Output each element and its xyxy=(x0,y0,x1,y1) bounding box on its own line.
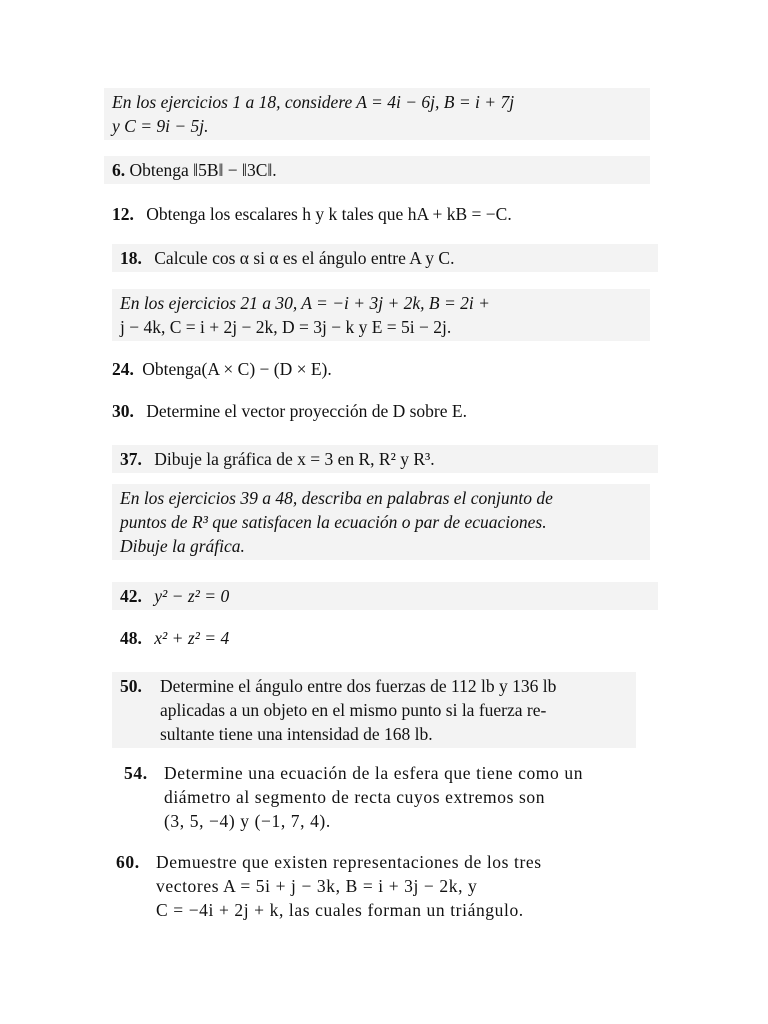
exercise-12 xyxy=(112,202,642,226)
exercise-text: Determine el vector proyección de D sobre E. xyxy=(146,401,467,421)
exercise-text: Obtenga(A × C) − (D × E). xyxy=(142,359,332,379)
intro-line: puntos de R³ que satisfacen la ecuación o par de ecuaciones. xyxy=(120,512,547,532)
exercise-text: Obtenga los escalares h y k tales que hA + kB = −C. xyxy=(146,204,512,224)
exercise-body xyxy=(156,850,638,922)
exercise-line: Determine una ecuación de la esfera que tiene como un xyxy=(164,763,584,783)
exercise-24 xyxy=(112,357,642,381)
exercise-line: Determine el ángulo entre dos fuerzas de 112 lb y 136 lb xyxy=(160,676,557,696)
exercise-number: 6. xyxy=(112,160,126,180)
intro-line: y C = 9i − 5j. xyxy=(112,116,209,136)
exercise-number: 24. xyxy=(112,359,134,379)
exercise-48 xyxy=(120,626,650,650)
exercise-body xyxy=(164,761,638,833)
exercise-equation: y² − z² = 0 xyxy=(154,586,230,606)
exercise-number: 60. xyxy=(116,852,140,872)
intro-line: En los ejercicios 1 a 18, considere A = 4i − 6j, B = i + 7j xyxy=(112,92,515,112)
exercise-number: 54. xyxy=(124,763,148,783)
intro-exercises-39-48 xyxy=(112,484,650,560)
exercise-number: 48. xyxy=(120,628,142,648)
intro-line: En los ejercicios 39 a 48, describa en palabras el conjunto de xyxy=(120,488,553,508)
exercise-number: 42. xyxy=(120,586,142,606)
intro-line: j − 4k, C = i + 2j − 2k, D = 3j − k y E = 5i − 2j. xyxy=(120,317,452,337)
exercise-text: Obtenga ‖5B‖ − ‖3C‖. xyxy=(129,160,277,180)
exercise-line: aplicadas a un objeto en el mismo punto si la fuerza re- xyxy=(160,700,547,720)
exercise-number: 30. xyxy=(112,401,134,421)
exercise-line: sultante tiene una intensidad de 168 lb. xyxy=(160,724,433,744)
exercise-text: Calcule cos α si α es el ángulo entre A y C. xyxy=(154,248,455,268)
exercise-line: Demuestre que existen representaciones de los tres xyxy=(156,852,542,872)
exercise-text: Dibuje la gráfica de x = 3 en R, R² y R³. xyxy=(154,449,435,469)
exercise-42 xyxy=(112,582,658,610)
exercise-body xyxy=(160,674,628,746)
exercise-equation: x² + z² = 4 xyxy=(154,628,230,648)
exercise-37 xyxy=(112,445,658,473)
exercise-50 xyxy=(112,672,636,748)
exercise-line: diámetro al segmento de recta cuyos extremos son xyxy=(164,787,546,807)
intro-line: En los ejercicios 21 a 30, A = −i + 3j + 2k, B = 2i + xyxy=(120,293,490,313)
exercise-line: vectores A = 5i + j − 3k, B = i + 3j − 2k, y xyxy=(156,876,478,896)
exercise-number: 12. xyxy=(112,204,134,224)
exercise-54 xyxy=(124,761,638,833)
exercise-number: 37. xyxy=(120,449,142,469)
exercise-number: 50. xyxy=(120,676,142,696)
intro-line: Dibuje la gráfica. xyxy=(120,536,245,556)
exercise-number: 18. xyxy=(120,248,142,268)
exercise-60 xyxy=(116,850,638,922)
intro-exercises-1-18 xyxy=(104,88,650,140)
exercise-30 xyxy=(112,399,642,423)
intro-exercises-21-30 xyxy=(112,289,650,341)
exercise-line: C = −4i + 2j + k, las cuales forman un triángulo. xyxy=(156,900,524,920)
exercise-line: (3, 5, −4) y (−1, 7, 4). xyxy=(164,811,331,831)
exercise-6 xyxy=(104,156,650,184)
exercise-18 xyxy=(112,244,658,272)
